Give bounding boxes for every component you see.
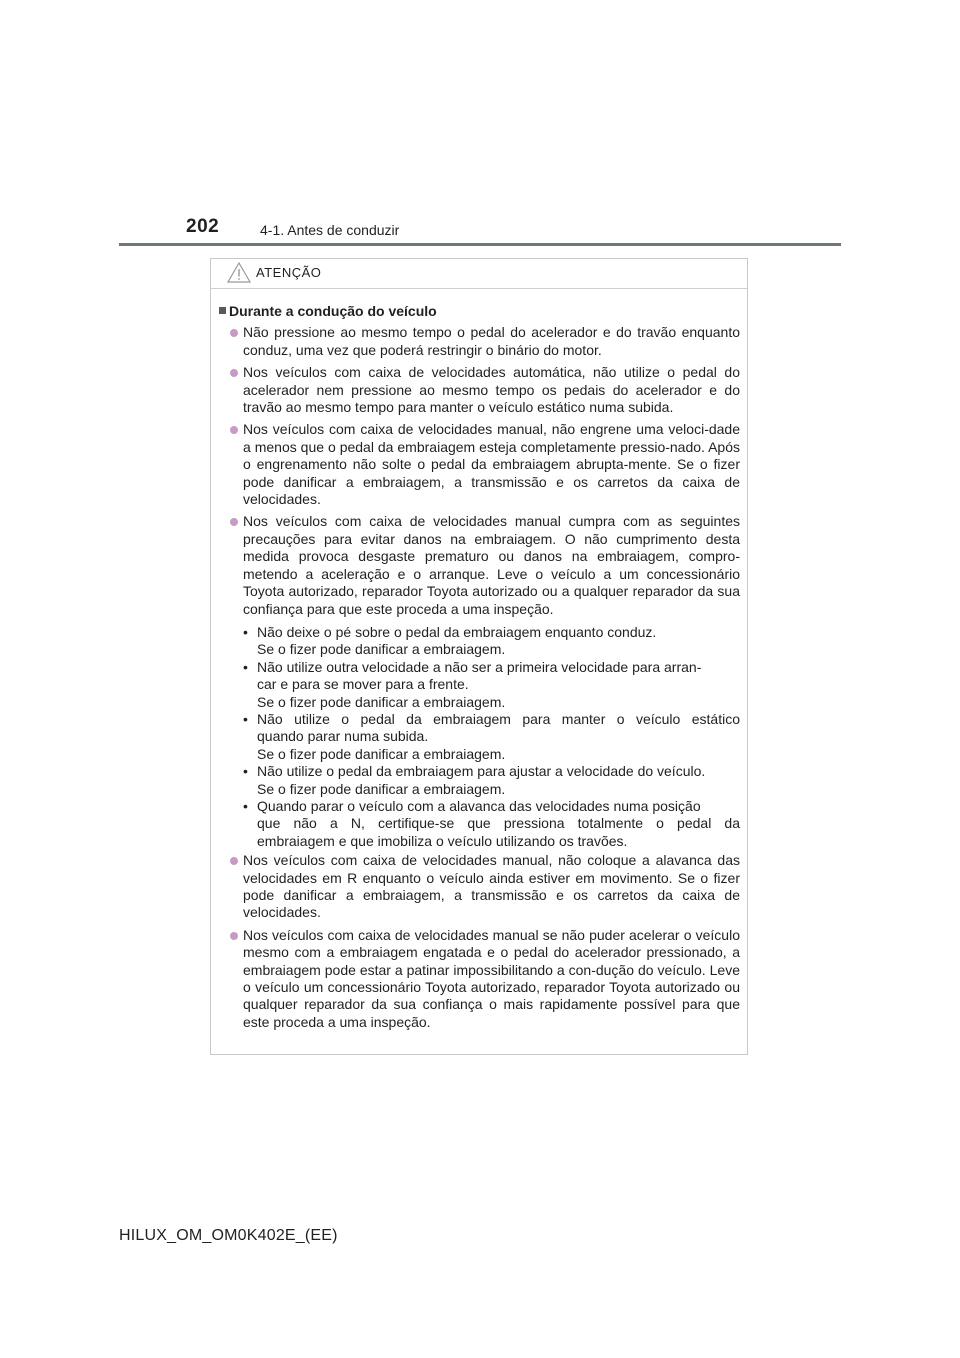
- bullet-text: Nos veículos com caixa de velocidades manual cumpra com as seguintes precauções para evitar danos na embraiagem. O não cumprimento desta medida provoca desgaste prematuro ou danos na embraiagem, compro-metendo a aceleração e o arranque. Leve o veículo a um concessionário Toyota autorizado, reparador Toyota autorizado ou a qualquer reparador da sua confiança para que este proceda a uma inspeção.: [243, 513, 740, 617]
- bullet-text: Nos veículos com caixa de velocidades manual, não engrene uma veloci-dade a menos que o pedal da embraiagem esteja completamente pressio-nado. Após o engrenamento não solte o pedal da embraiagem abrupta-mente. Se o fizer pode danificar a embraiagem, a transmissão e os carretos da caixa de velocidades.: [243, 421, 740, 508]
- section-title: 4-1. Antes de conduzir: [260, 222, 400, 238]
- warning-box: [210, 258, 748, 1055]
- page-number: 202: [186, 216, 220, 237]
- warning-title: ATENÇÃO: [256, 265, 322, 280]
- square-bullet-icon: [219, 307, 226, 314]
- bullet-text: Nos veículos com caixa de velocidades automática, não utilize o pedal do acelerador nem pressione ao mesmo tempo os pedais do acelerador e do travão ao mesmo tempo para manter o veículo estático numa subida.: [243, 364, 740, 416]
- list-item: • Não utilize o pedal da embraiagem para ajustar a velocidade do veículo. Se o fizer pode danificar a embraiagem.: [243, 763, 706, 797]
- warning-triangle-icon: [227, 262, 251, 288]
- bullet-dot-icon: [230, 426, 238, 434]
- warning-header: [211, 259, 747, 289]
- bullet-dot-icon: [230, 518, 238, 526]
- bullet-dot-icon: [230, 369, 238, 377]
- warning-subheading: Durante a condução do veículo: [219, 303, 740, 320]
- bullet-text: Não pressione ao mesmo tempo o pedal do acelerador e do travão enquanto conduz, uma vez que poderá restringir o binário do motor.: [243, 324, 740, 358]
- bullet-dot-icon: [230, 857, 238, 865]
- warning-bullet: [219, 364, 740, 416]
- list-item: • Não utilize outra velocidade a não ser a primeira velocidade para arran- car e para se mover para a frente. Se o fizer pode danificar a embraiagem.: [243, 658, 702, 710]
- warning-bullet: [219, 421, 740, 508]
- bullet-text: Nos veículos com caixa de velocidades manual se não puder acelerar o veículo mesmo com a embraiagem engatada e o pedal do acelerador pressionado, a embraiagem pode estar a patinar impossibilitando a con-dução do veículo. Leve o veículo um concessionário Toyota autorizado, reparador Toyota autorizado ou qualquer reparador da sua confiança o mais rapidamente possível para que este proceda a uma inspeção.: [243, 926, 740, 1030]
- bullet-dot-icon: [230, 329, 238, 337]
- bullet-text: Nos veículos com caixa de velocidades manual, não coloque a alavanca das velocidades em R enquanto o veículo ainda estiver em movimento. Se o fizer pode danificar a embraiagem, a transmissão e os carretos da caixa de velocidades.: [243, 852, 740, 921]
- warning-bullet: [219, 513, 740, 617]
- list-item: • Quando parar o veículo com a alavanca das velocidades numa posição que não a N, certifique-se que pressiona totalmente o pedal da embraiagem e que imobiliza o veículo utilizando os travões.: [243, 797, 740, 849]
- warning-bullet: [219, 927, 740, 1031]
- list-item: • Não utilize o pedal da embraiagem para manter o veículo estático quando parar numa subida. Se o fizer pode danificar a embraiagem.: [243, 710, 740, 762]
- bullet-dot-icon: [230, 932, 238, 940]
- precautions-list: [243, 624, 740, 850]
- header-divider: [119, 243, 841, 246]
- warning-bullet: [219, 852, 740, 922]
- warning-bullet: [219, 324, 740, 359]
- warning-body: [211, 289, 747, 1031]
- document-code: HILUX_OM_OM0K402E_(EE): [119, 1227, 338, 1244]
- list-item: • Não deixe o pé sobre o pedal da embraiagem enquanto conduz. Se o fizer pode danificar a embraiagem.: [243, 623, 657, 658]
